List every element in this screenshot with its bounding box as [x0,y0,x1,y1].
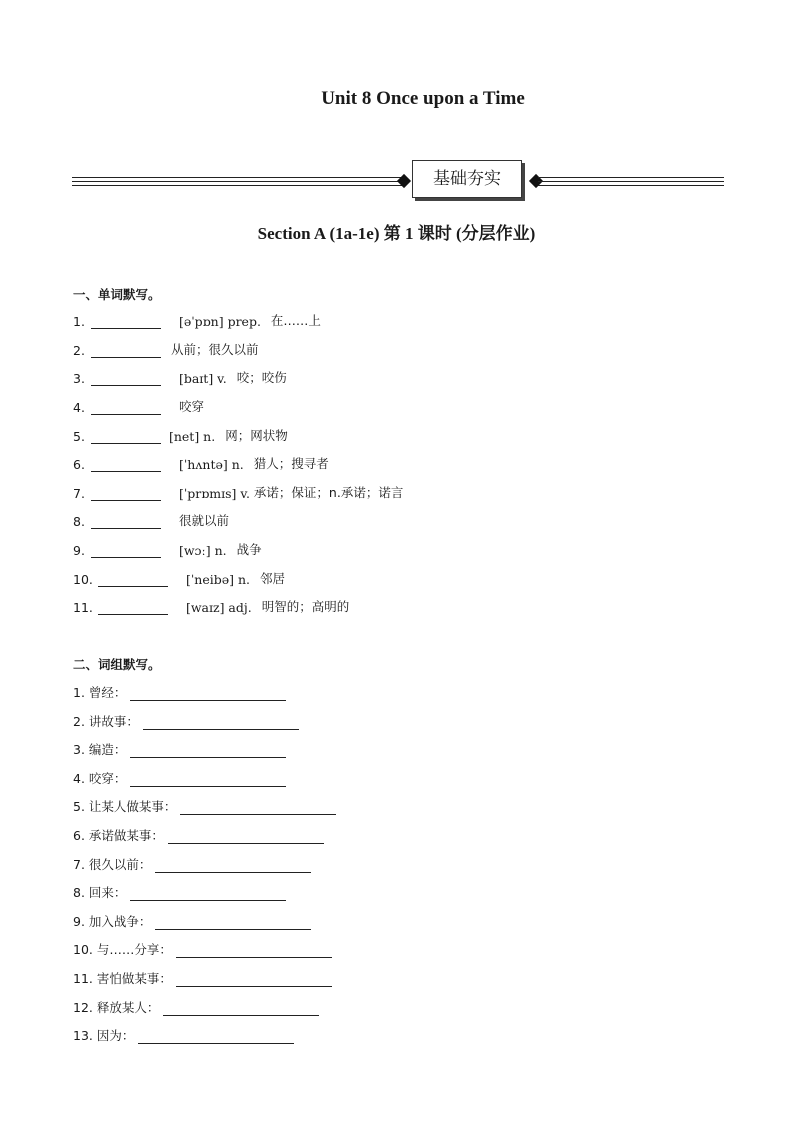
word-item [73,454,329,472]
meaning: 战争 [236,542,262,557]
phrase-label: 8. 回来： [73,885,127,900]
phonetic: [net] n. [168,429,216,444]
meaning: 咬；咬伤 [236,370,287,385]
phrase-item [73,883,286,901]
phonetic: [waɪz] adj. [185,600,252,615]
item-number: 8. [73,514,85,529]
word-item [73,311,321,329]
phonetic: [ˈneibə] n. [185,572,251,587]
phrase-label: 2. 讲故事： [73,714,139,729]
meaning: 从前；很久以前 [170,342,259,357]
answer-blank[interactable] [130,887,286,901]
phrase-item [73,940,332,958]
answer-blank[interactable] [130,773,286,787]
word-item [73,368,287,386]
phrase-label: 3. 编造： [73,742,127,757]
word-item [73,483,403,501]
answer-blank[interactable] [168,830,324,844]
phrase-label: 1. 曾经： [73,685,127,700]
answer-blank[interactable] [155,916,311,930]
phrase-label: 13. 因为： [73,1028,135,1043]
phrase-item [73,1026,294,1044]
phrase-label: 4. 咬穿： [73,771,127,786]
answer-blank[interactable] [91,487,161,501]
phrase-label: 11. 害怕做某事： [73,971,172,986]
word-item [73,426,288,444]
meaning: 明智的；高明的 [261,599,350,614]
banner-rule-right [538,177,724,187]
answer-blank[interactable] [98,573,168,587]
word-item [73,511,229,529]
phonetic: [baɪt] v. [178,371,227,386]
item-number: 11. [73,600,93,615]
phrase-item [73,969,332,987]
answer-blank[interactable] [130,687,286,701]
meaning: 承诺；保证；n.承诺；诺言 [253,485,404,500]
phrase-item [73,740,286,758]
word-item [73,540,262,558]
meaning: 很就以前 [178,513,229,528]
phrase-label: 6. 承诺做某事： [73,828,164,843]
phonetic: [əˈpɒn] prep. [178,314,261,329]
answer-blank[interactable] [180,801,336,815]
answer-blank[interactable] [130,744,286,758]
phrase-item [73,769,286,787]
answer-blank[interactable] [143,716,299,730]
answer-blank[interactable] [91,372,161,386]
item-number: 6. [73,457,85,472]
phrase-item [73,912,311,930]
phrase-item [73,998,319,1016]
word-item [73,569,285,587]
item-number: 9. [73,543,85,558]
phrase-label: 7. 很久以前： [73,857,152,872]
banner-badge: 基础夯实 [412,160,522,198]
answer-blank[interactable] [91,344,161,358]
phrase-item [73,683,286,701]
section1-heading: 一、单词默写。 [73,287,161,302]
meaning: 网；网状物 [225,428,288,443]
meaning: 猎人；搜寻者 [253,456,329,471]
item-number: 3. [73,371,85,386]
item-number: 1. [73,314,85,329]
answer-blank[interactable] [98,601,168,615]
meaning: 咬穿 [178,399,204,414]
phrase-label: 12. 释放某人： [73,1000,160,1015]
phonetic: [ˈhʌntə] n. [178,457,244,472]
section2-heading: 二、词组默写。 [73,657,161,672]
answer-blank[interactable] [163,1002,319,1016]
answer-blank[interactable] [91,401,161,415]
phrase-label: 9. 加入战争： [73,914,152,929]
answer-blank[interactable] [138,1030,294,1044]
item-number: 5. [73,429,85,444]
item-number: 2. [73,343,85,358]
phrase-item [73,797,336,815]
answer-blank[interactable] [91,515,161,529]
phrase-label: 5. 让某人做某事： [73,799,177,814]
phonetic: [ˈprɒmɪs] v. [178,486,250,501]
phrase-item [73,855,311,873]
word-item [73,597,349,615]
word-item [73,397,204,415]
document-title: Unit 8 Once upon a Time [321,88,525,109]
answer-blank[interactable] [91,458,161,472]
section-subtitle: Section A (1a-1e) 第 1 课时 (分层作业) [257,224,536,243]
phrase-item [73,826,324,844]
meaning: 邻居 [260,571,286,586]
item-number: 10. [73,572,93,587]
item-number: 4. [73,400,85,415]
answer-blank[interactable] [176,944,332,958]
meaning: 在……上 [270,313,321,328]
word-item [73,340,258,358]
answer-blank[interactable] [176,973,332,987]
phrase-label: 10. 与……分享： [73,942,172,957]
banner-rule-left [72,177,402,187]
answer-blank[interactable] [155,859,311,873]
section-banner [72,160,724,202]
phrase-item [73,712,299,730]
answer-blank[interactable] [91,544,161,558]
answer-blank[interactable] [91,315,161,329]
answer-blank[interactable] [91,430,161,444]
phonetic: [wɔː] n. [178,543,227,558]
item-number: 7. [73,486,85,501]
